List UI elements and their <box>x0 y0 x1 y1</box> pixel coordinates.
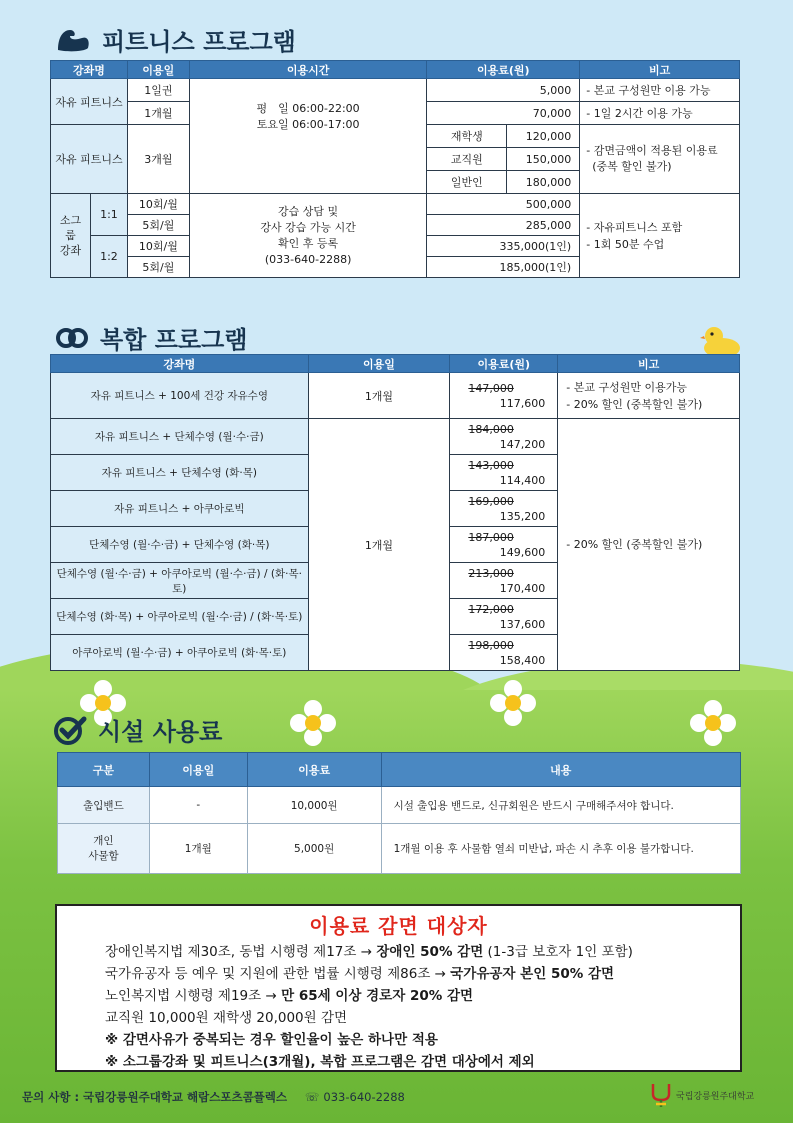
original-price: 187,000 <box>468 530 514 544</box>
note-cell <box>580 125 740 194</box>
course-name: 소그룹 <box>59 214 82 242</box>
discount-price: 149,600 <box>499 545 546 559</box>
discount-price: 158,400 <box>499 653 546 667</box>
group-size: 1:1 <box>90 194 127 236</box>
note-cell: - 20% 할인 (중복할인 불가) <box>558 419 740 671</box>
notice-emphasis: 만 65세 이상 경로자 20% 감면 <box>281 988 474 1004</box>
fee-cell <box>450 373 558 419</box>
notice-line <box>105 1051 740 1073</box>
discount-price: 147,200 <box>499 437 546 451</box>
fee-cell <box>450 419 558 455</box>
notice-text: 국가유공자 등 예우 및 지원에 관한 법률 시행령 제86조 → <box>105 966 451 982</box>
time-line: 강습 상담 및 <box>278 204 339 218</box>
original-price: 169,000 <box>468 494 514 508</box>
time-line: 강사 강습 가능 시간 <box>260 220 356 234</box>
university-emblem-icon <box>650 1082 672 1108</box>
content-cell: 1개월 이용 후 사물함 열쇠 미반납, 파손 시 추후 이용 불가합니다. <box>381 824 740 874</box>
fitness-section-title <box>54 22 296 57</box>
time-line: (033-640-2288) <box>264 252 352 266</box>
header-content: 내용 <box>381 753 740 787</box>
fee-cell: 70,000 <box>427 102 580 125</box>
time-line: 확인 후 등록 <box>278 236 339 250</box>
section-title-text: 시설 사용료 <box>98 718 223 746</box>
header-fee: 이용료(원) <box>427 61 580 79</box>
item-name: 출입밴드 <box>58 787 150 824</box>
notice-line: 교직원 10,000원 재학생 20,000원 감면 <box>105 1010 348 1026</box>
member-type: 재학생 <box>427 125 507 148</box>
note-line: - 1회 50분 수업 <box>586 237 665 251</box>
note-cell: - 1일 2시간 이용 가능 <box>580 102 740 125</box>
flower-decoration <box>690 700 736 746</box>
fee-cell <box>450 563 558 599</box>
day-cell: 1개월 <box>308 419 450 671</box>
course-name: 강좌 <box>59 244 82 257</box>
flower-decoration <box>290 700 336 746</box>
header-day: 이용일 <box>127 61 189 79</box>
university-name: 국립강릉원주대학교 <box>676 1091 755 1102</box>
day-cell: 3개월 <box>127 125 189 194</box>
notice-line <box>105 963 740 985</box>
course-name: 단체수영 (월·수·금) + 아쿠아로빅 (월·수·금) / (화·목·토) <box>51 563 309 599</box>
hours-saturday: 토요일 06:00-17:00 <box>256 118 360 131</box>
note-line: - 감면금액이 적용된 이용료 <box>586 144 718 157</box>
header-fee: 이용료 <box>247 753 381 787</box>
item-name <box>58 824 150 874</box>
fee-cell: 185,000(1인) <box>427 257 580 278</box>
fitness-table <box>50 60 740 278</box>
header-course: 강좌명 <box>51 355 309 373</box>
time-cell <box>189 194 427 278</box>
note-cell: - 본교 구성원만 이용 가능 <box>580 79 740 102</box>
phone-number: 033-640-2288 <box>323 1090 405 1104</box>
note-line: - 자유피트니스 포함 <box>586 220 683 234</box>
fee-cell: 5,000 <box>427 79 580 102</box>
item-name-line: 개인 <box>93 834 114 847</box>
day-cell: 5회/월 <box>127 257 189 278</box>
discount-price: 135,200 <box>499 509 546 523</box>
course-name: 아쿠아로빅 (월·수·금) + 아쿠아로빅 (화·목·토) <box>51 635 309 671</box>
note-line: - 20% 할인 (중복할인 불가) <box>566 397 703 411</box>
header-time: 이용시간 <box>189 61 427 79</box>
section-title-text: 피트니스 프로그램 <box>102 28 296 56</box>
link-icon <box>54 326 90 350</box>
fee-cell <box>450 599 558 635</box>
check-circle-icon <box>54 715 88 745</box>
notice-list <box>57 941 740 1073</box>
discount-price: 170,400 <box>499 581 546 595</box>
day-cell: 10회/월 <box>127 194 189 215</box>
note-line: (중복 할인 불가) <box>592 160 672 173</box>
header-fee: 이용료(원) <box>450 355 558 373</box>
notice-title: 이용료 감면 대상자 <box>309 914 488 938</box>
notice-emphasis: 국가유공자 본인 50% 감면 <box>450 966 615 982</box>
fee-cell <box>450 455 558 491</box>
notice-emphasis: 장애인 50% 감면 <box>376 944 484 960</box>
discount-price: 117,600 <box>499 396 546 410</box>
day-cell: 5회/월 <box>127 215 189 236</box>
muscle-arm-icon <box>54 26 92 54</box>
content-cell: 시설 출입용 밴드로, 신규회원은 반드시 구매해주셔야 합니다. <box>381 787 740 824</box>
original-price: 143,000 <box>468 458 514 472</box>
fee-cell <box>450 635 558 671</box>
header-category: 구분 <box>58 753 150 787</box>
course-name: 자유 피트니스 + 단체수영 (화·목) <box>51 455 309 491</box>
footer <box>22 1089 405 1105</box>
header-day: 이용일 <box>149 753 247 787</box>
header-note: 비고 <box>580 61 740 79</box>
combo-section-title <box>54 320 247 355</box>
hours-weekday: 평 일 06:00-22:00 <box>256 102 360 115</box>
course-name: 자유 피트니스 + 단체수영 (월·수·금) <box>51 419 309 455</box>
header-course: 강좌명 <box>51 61 128 79</box>
discount-price: 137,600 <box>499 617 546 631</box>
course-name: 자유 피트니스 <box>51 79 128 125</box>
fee-cell: 335,000(1인) <box>427 236 580 257</box>
original-price: 198,000 <box>468 638 514 652</box>
notice-line <box>105 985 740 1007</box>
combo-table <box>50 354 740 671</box>
original-price: 172,000 <box>468 602 514 616</box>
day-cell: - <box>149 787 247 824</box>
item-name-line: 사물함 <box>88 849 119 862</box>
fee-cell: 10,000원 <box>247 787 381 824</box>
section-title-text: 복합 프로그램 <box>100 326 248 354</box>
notice-emphasis: ※ 소그룹강좌 및 피트니스(3개월), 복합 프로그램은 감면 대상에서 제외 <box>105 1054 535 1070</box>
fee-cell: 285,000 <box>427 215 580 236</box>
fee-cell <box>450 491 558 527</box>
course-name: 자유 피트니스 + 100세 건강 자유수영 <box>51 373 309 419</box>
discount-price: 114,400 <box>499 473 546 487</box>
discount-notice-box <box>55 904 742 1072</box>
fee-cell: 180,000 <box>507 171 580 194</box>
note-line: - 본교 구성원만 이용가능 <box>566 380 687 394</box>
header-day: 이용일 <box>308 355 450 373</box>
notice-line <box>105 1029 740 1051</box>
header-note: 비고 <box>558 355 740 373</box>
member-type: 일반인 <box>427 171 507 194</box>
course-name: 단체수영 (월·수·금) + 단체수영 (화·목) <box>51 527 309 563</box>
flower-decoration <box>490 680 536 726</box>
time-cell <box>189 79 427 194</box>
note-cell <box>580 194 740 278</box>
notice-emphasis: ※ 감면사유가 중복되는 경우 할인율이 높은 하나만 적용 <box>105 1032 438 1048</box>
course-name: 자유 피트니스 <box>51 125 128 194</box>
original-price: 213,000 <box>468 566 514 580</box>
notice-text: (1-3급 보호자 1인 포함) <box>483 944 633 960</box>
notice-text: 노인복지법 시행령 제19조 → <box>105 988 282 1004</box>
day-cell: 1일권 <box>127 79 189 102</box>
day-cell: 1개월 <box>127 102 189 125</box>
university-logo <box>650 1082 754 1108</box>
phone-icon: ☏ <box>305 1090 320 1104</box>
contact-text: 문의 사항 : 국립강릉원주대학교 해람스포츠콤플렉스 <box>22 1090 288 1104</box>
facility-table <box>57 752 741 874</box>
fee-cell: 500,000 <box>427 194 580 215</box>
notice-line <box>105 941 740 963</box>
day-cell: 10회/월 <box>127 236 189 257</box>
fee-cell: 150,000 <box>507 148 580 171</box>
fee-cell: 5,000원 <box>247 824 381 874</box>
group-size: 1:2 <box>90 236 127 278</box>
note-cell <box>558 373 740 419</box>
phone-contact[interactable] <box>305 1090 405 1104</box>
original-price: 147,000 <box>468 381 514 395</box>
course-name: 단체수영 (화·목) + 아쿠아로빅 (월·수·금) / (화·목·토) <box>51 599 309 635</box>
small-group-name <box>51 194 91 278</box>
facility-section-title <box>54 712 222 747</box>
fee-cell <box>450 527 558 563</box>
member-type: 교직원 <box>427 148 507 171</box>
original-price: 184,000 <box>468 422 514 436</box>
course-name: 자유 피트니스 + 아쿠아로빅 <box>51 491 309 527</box>
fee-cell: 120,000 <box>507 125 580 148</box>
notice-text: 장애인복지법 제30조, 동법 시행령 제17조 → <box>105 944 377 960</box>
day-cell: 1개월 <box>149 824 247 874</box>
day-cell: 1개월 <box>308 373 450 419</box>
